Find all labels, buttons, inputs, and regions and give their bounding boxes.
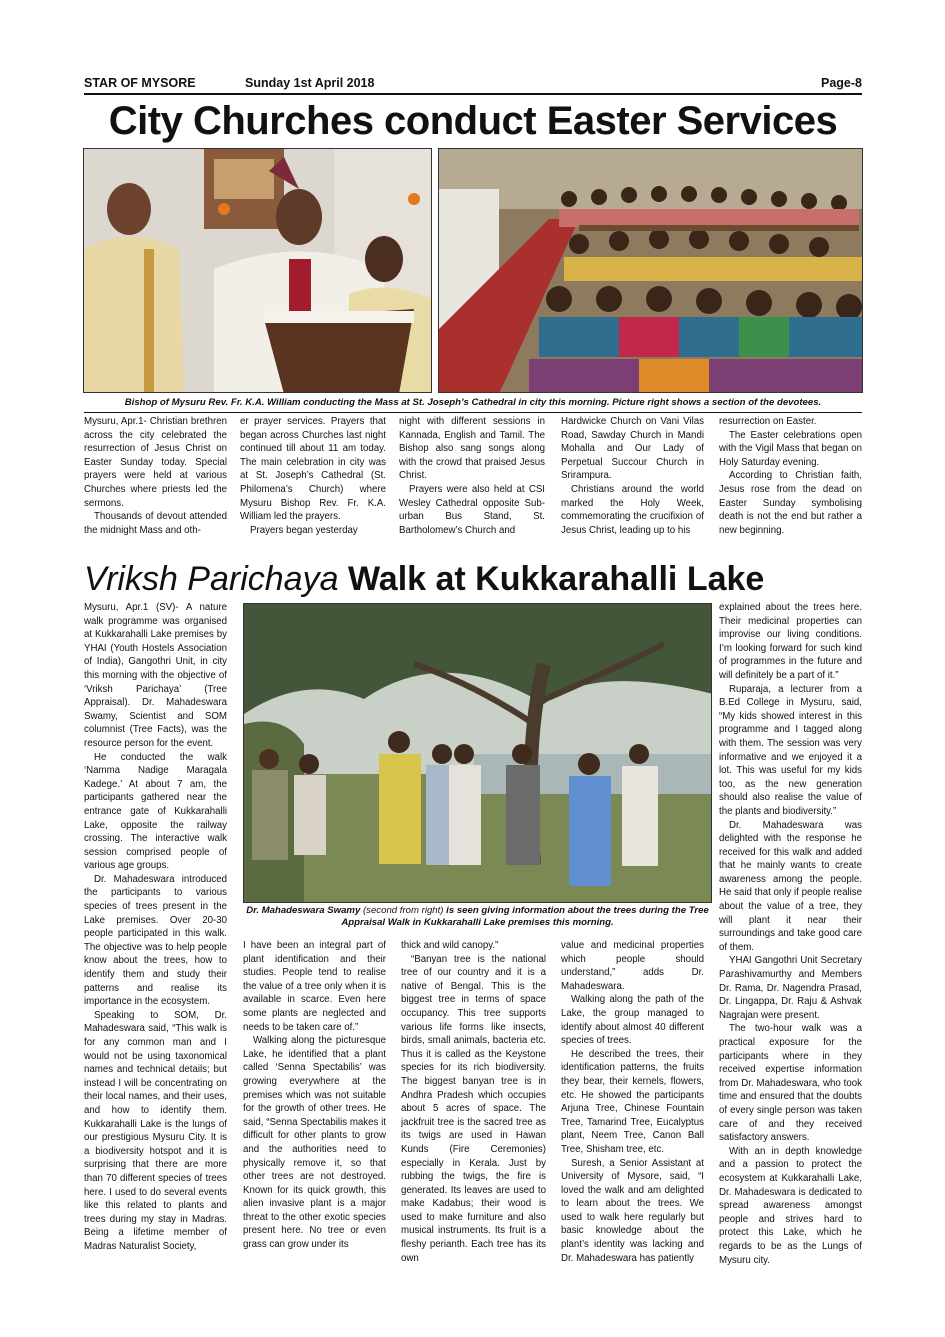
issue-date: Sunday 1st April 2018	[245, 76, 375, 90]
paragraph: Mysuru, Apr.1- Christian brethren across the city celebrated the resurrection of Jesus Christ on Easter Sunday today. Special prayers were held at various Churches where priests led the sermons.	[84, 416, 227, 509]
devotees-scene-graphic	[439, 149, 863, 393]
easter-column-4	[561, 415, 704, 545]
lake-walk-scene-graphic	[244, 604, 712, 903]
paragraph: er prayer services. Prayers that began across Churches last night continued till about 11 am today. The main celebration in city was at St. Joseph’s Cathedral (St. Philomena’s Church) where Mysuru Bishop Rev. Fr. K.A. William led the prayers.	[240, 416, 386, 523]
paper-name: STAR OF MYSORE	[84, 76, 196, 90]
headline-easter: City Churches conduct Easter Services	[108, 99, 838, 143]
photo-devotees	[438, 148, 863, 393]
easter-column-1	[84, 415, 227, 545]
paragraph: Prayers began yesterday	[250, 524, 358, 536]
paragraph: “Banyan tree is the national tree of our country and it is a native of Bengal. This is the biggest tree in terms of space occupancy. This tree supports various life forms like insects, birds, small animals, bacteria etc. Thus it is called as the Keystone species for its rich biodiversity. The biggest banyan tree is in Andhra Pradesh which occupies about 5 acres of space. The jackfruit tree is the sacred tree as its twigs are used in Hawan Kunds (Fire Ceremonies) especially in Kerala. Just by rubbing the twigs, the fire is generated. Its leaves are used to make Kadabus; their wood is used to make furniture and also musical instruments. Its fruit is a fleshy perianth. Each tree has its own	[401, 953, 546, 1264]
vriksh-column-1	[84, 601, 227, 1287]
paragraph: According to Christian faith, Jesus rose from the dead on Easter Sunday symbolising death is not the end but rather a new beginning.	[719, 470, 862, 536]
vriksh-column-5	[719, 601, 862, 1287]
vriksh-column-3	[401, 939, 546, 1287]
paragraph: Hardwicke Church on Vani Vilas Road, Sawday Church in Mandi Mohalla and Our Lady of Perpetual Succour Church in Srirampura.	[561, 416, 704, 482]
paragraph: value and medicinal properties which people should understand,” adds Dr. Mahadeswara.	[561, 940, 704, 992]
paragraph: The Easter celebrations open with the Vigil Mass that began on Holy Saturday evening.	[719, 429, 862, 468]
easter-column-5	[719, 415, 862, 545]
headline-vriksh-italic: Vriksh Parichaya	[84, 560, 339, 598]
paragraph: Suresh, a Senior Assistant at University of Mysore, said, “I loved the walk and am delighted to learn about the trees. We used to walk here regularly but basic knowledge about the plant’s identity was lacking and Dr. Mahadeswara has patiently	[561, 1157, 704, 1264]
paragraph: I have been an integral part of plant identification and their studies. People tend to realise the value of a tree only when it is available in scarce. Even here some plants are neglected and needs to be taken care of.”	[243, 940, 386, 1033]
photo-bishop-mass	[83, 148, 432, 393]
paragraph: Dr. Mahadeswara was delighted with the response he received for this walk and added that he mainly wants to create awareness among the people. He said that only if people realise about the value of a tree, they will plant it near their surroundings and take good care of them.	[719, 819, 862, 953]
paragraph: YHAI Gangothri Unit Secretary Parashivamurthy and Members Dr. Rama, Dr. Nagendra Prasad, Dr. Lingappa, Dr. Raju & Ashvak Nagrajan were present.	[719, 955, 862, 1021]
caption-easter: Bishop of Mysuru Rev. Fr. K.A. William conducting the Mass at St. Joseph’s Cathedral in city this morning. Picture right shows a section of the devotees.	[124, 397, 822, 408]
page-number: Page-8	[821, 76, 862, 90]
divider	[84, 412, 862, 413]
headline-vriksh-bold: Walk at Kukkarahalli Lake	[347, 560, 765, 598]
paragraph: Walking along the picturesque Lake, he identified that a plant called ‘Senna Spectabilis’ was growing everywhere at the premises which was not suitable for the growth of other trees. He said, “Senna Spectabilis makes it difficult for other plants to grow and the authorities need to physically remove it, so that other trees are not destroyed. Known for its quick growth, this alien invasive plant is a major threat to the other exotic species present here. No tree or even grass can grow under its	[243, 1035, 386, 1251]
paragraph: Prayers were also held at CSI Wesley Cathedral opposite Sub-urban Bus Stand, St. Bartholomew’s Church and	[399, 483, 545, 536]
caption-rest: is seen giving information about the trees during the Tree Appraisal Walk in Kukkarahalli Lake premises this morning.	[341, 905, 709, 928]
caption-position: (second from right)	[362, 905, 444, 916]
headline-vriksh	[84, 558, 862, 600]
bishop-scene-graphic	[84, 149, 432, 393]
vriksh-column-2	[243, 939, 386, 1287]
paragraph: resurrection on Easter.	[719, 416, 817, 427]
paragraph: explained about the trees here. Their medicinal properties can improvise our living conditions. I’m looking forward for such kind of programmes in the future and will definitely be a part of it.”	[719, 602, 862, 681]
masthead	[84, 73, 862, 95]
paragraph: Christians around the world marked the Holy Week, commemorating the crucifixion of Jesus Christ, leading up to his	[561, 483, 704, 536]
paragraph: Walking along the path of the Lake, the group managed to identify about almost 40 different species of trees.	[561, 994, 704, 1047]
paragraph: night with different sessions in Kannada, English and Tamil. The Bishop also sang songs along with the crowd that praised Jesus Christ.	[399, 416, 545, 482]
vriksh-column-4	[561, 939, 704, 1287]
paragraph: Dr. Mahadeswara introduced the participants to various species of trees present in the Lake premises. Over 20-30 people participated in this walk. The objective was to help people know about the trees, how to identify them and study their patterns and realise its importance in the ecosystem.	[84, 873, 227, 1008]
paragraph: Ruparaja, a lecturer from a B.Ed College in Mysuru, said, “My kids showed interest in this programme and I tagged along with them. The session was very informative and we enjoyed it a lot. This was useful for my kids too, as the new generation should also realise the value of the plants and biodiversity.”	[719, 683, 862, 817]
caption-lake-walk	[243, 905, 712, 929]
paragraph: Thousands of devout attended the midnight Mass and oth-	[84, 511, 227, 536]
paragraph: He conducted the walk ‘Namma Nadige Maragala Kadege.’ At about 7 am, the participants gathered near the entrance gate of Kukkarahalli Lake, opposite the railway crossing. The interactive walk session comprised people of various age groups.	[84, 751, 227, 872]
paragraph: The two-hour walk was a practical exposure for the participants where in they received expertise information from Dr. Mahadeswara, who took time and ensured that the doubts of every single person was taken care of and they received satisfactory answers.	[719, 1023, 862, 1144]
paragraph: He described the trees, their identification patterns, the fruits they bear, their kernels, flowers, etc. He showed the participants Arjuna Tree, Chinese Fountain Tree, Tamarind Tree, Eucalyptus plant, Neem Tree, Canon Ball Tree, Shisham tree, etc.	[561, 1048, 704, 1155]
caption-name: Dr. Mahadeswara Swamy	[246, 905, 361, 916]
paragraph: thick and wild canopy.”	[401, 940, 499, 951]
paragraph: Speaking to SOM, Dr. Mahadeswara said, “This walk is for any common man and I would not be using taxonomical names and technical details; but instead I will be concentrating on their local names, and their uses, and how to identify them. Kukkarahalli Lake is the lungs of our prestigious Mysuru City. It is a biodiversity hotspot and it is surprising that there are more than 70 different species of trees here. I used to do several events like this related to plants and trees during my stay in Madras. Being a lifetime member of Madras Naturalist Society,	[84, 1009, 227, 1252]
paragraph: Mysuru, Apr.1 (SV)- A nature walk programme was organised at Kukkarahalli Lake premises by YHAI (Youth Hostels Association of India), Gangothri Unit, in city this morning with the objective of ‘Vriksh Parichaya’ (Tree Appraisal). Dr. Mahadeswara Swamy, Scientist and SOM columnist (Tree Facts), was the resource person for the event.	[84, 602, 227, 749]
paragraph: With an in depth knowledge and a passion to protect the ecosystem at Kukkarahalli Lake, Dr. Mahadeswara is dedicated to spread awareness amongst people and strives hard to protect this Lake, which he regards to be as the Lungs of Mysuru city.	[719, 1145, 862, 1266]
photo-lake-walk	[243, 603, 712, 903]
easter-column-3	[399, 415, 545, 545]
easter-column-2	[240, 415, 386, 545]
